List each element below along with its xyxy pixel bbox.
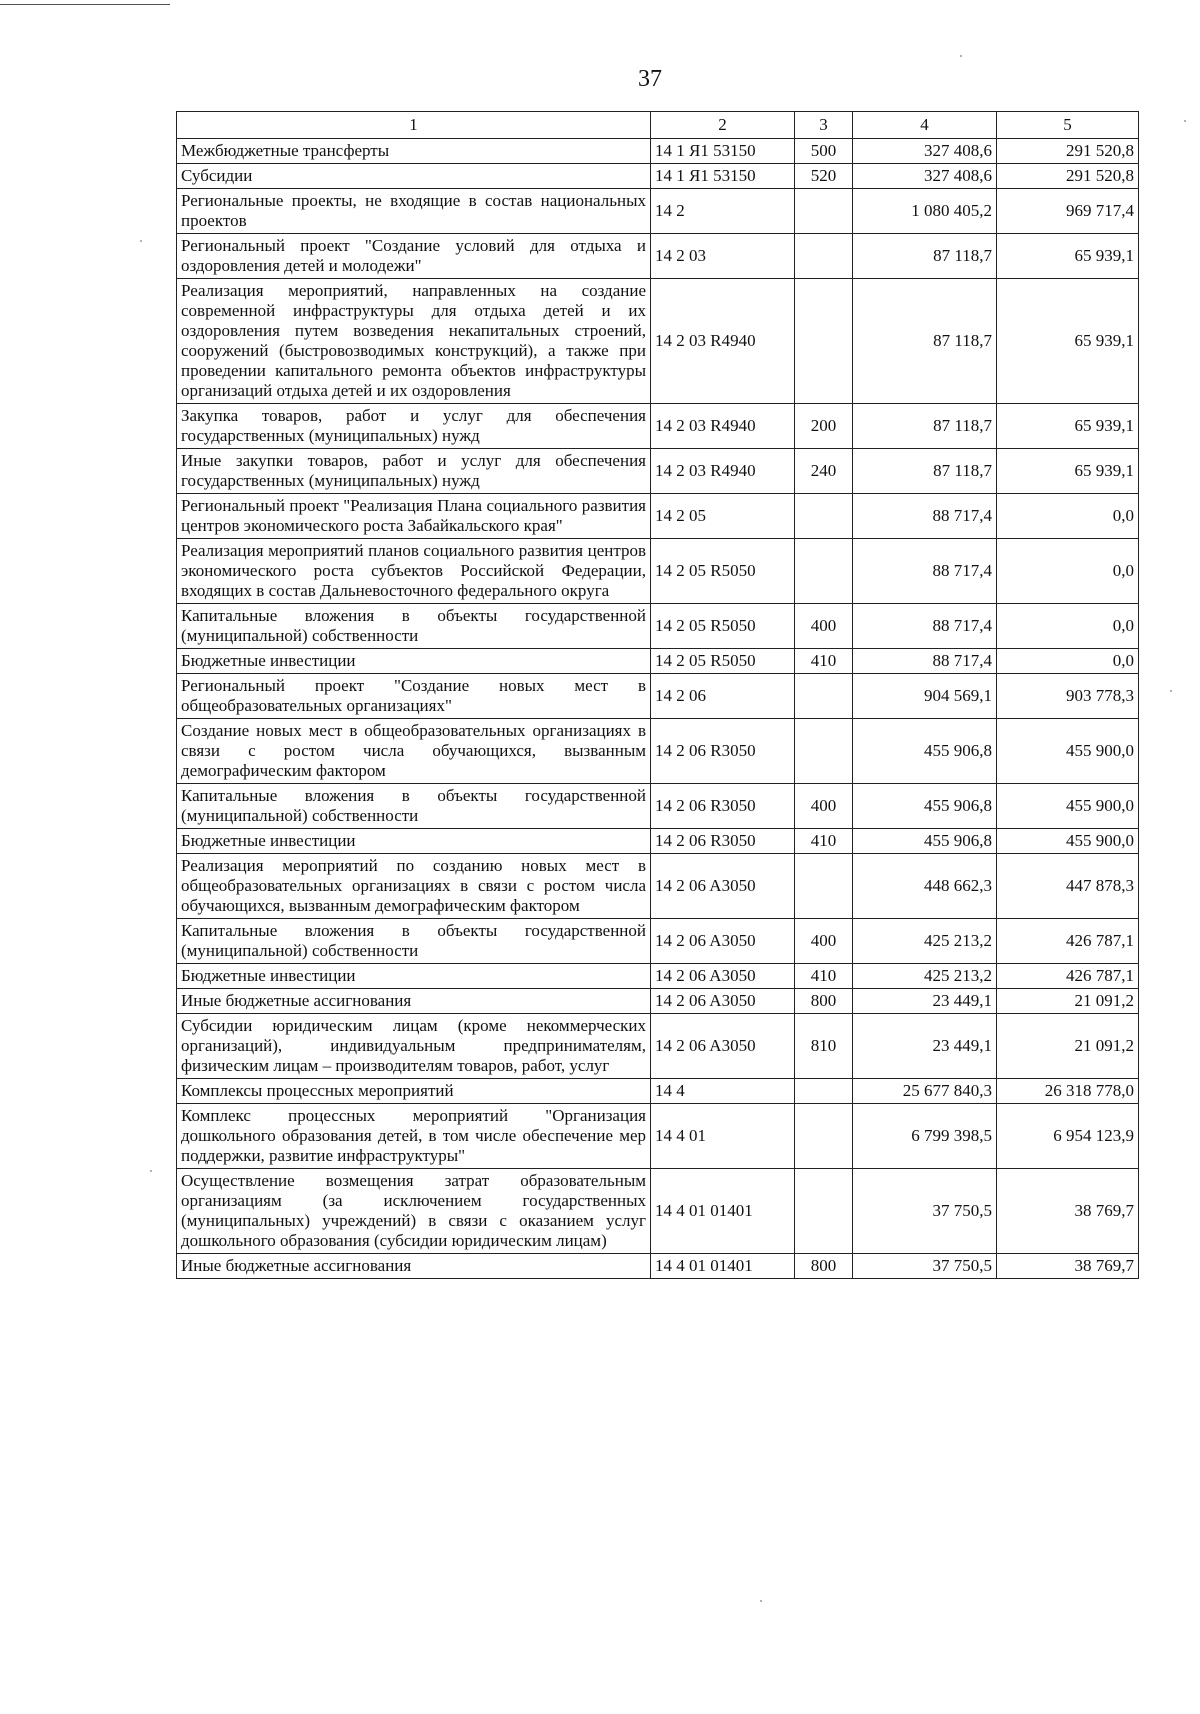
row-value-col4: 455 906,8 <box>853 784 997 829</box>
row-type <box>795 1079 853 1104</box>
row-code: 14 2 06 A3050 <box>651 919 795 964</box>
table-row <box>177 649 1139 674</box>
table-row <box>177 919 1139 964</box>
row-value-col4: 904 569,1 <box>853 674 997 719</box>
row-value-col5: 969 717,4 <box>997 189 1139 234</box>
header-col-2: 2 <box>651 112 795 139</box>
row-name: Иные бюджетные ассигнования <box>177 989 651 1014</box>
table-row <box>177 964 1139 989</box>
row-value-col5: 0,0 <box>997 494 1139 539</box>
header-col-3: 3 <box>795 112 853 139</box>
row-code: 14 2 05 R5050 <box>651 604 795 649</box>
row-value-col5: 291 520,8 <box>997 139 1139 164</box>
row-value-col5: 26 318 778,0 <box>997 1079 1139 1104</box>
row-value-col5: 38 769,7 <box>997 1254 1139 1279</box>
row-code: 14 2 06 A3050 <box>651 854 795 919</box>
row-type: 810 <box>795 1014 853 1079</box>
row-code: 14 2 06 A3050 <box>651 989 795 1014</box>
row-type: 800 <box>795 1254 853 1279</box>
row-code: 14 4 01 <box>651 1104 795 1169</box>
row-code: 14 1 Я1 53150 <box>651 139 795 164</box>
row-type <box>795 234 853 279</box>
row-value-col4: 87 118,7 <box>853 279 997 404</box>
row-name: Иные бюджетные ассигнования <box>177 1254 651 1279</box>
table-row <box>177 1254 1139 1279</box>
row-name: Региональный проект "Создание новых мест в общеобразовательных организациях" <box>177 674 651 719</box>
row-code: 14 2 06 R3050 <box>651 784 795 829</box>
row-value-col4: 1 080 405,2 <box>853 189 997 234</box>
row-name: Капитальные вложения в объекты государственной (муниципальной) собственности <box>177 784 651 829</box>
row-value-col5: 21 091,2 <box>997 989 1139 1014</box>
table-row <box>177 1014 1139 1079</box>
row-value-col4: 88 717,4 <box>853 604 997 649</box>
row-value-col5: 65 939,1 <box>997 234 1139 279</box>
row-name: Реализация мероприятий по созданию новых мест в общеобразовательных организациях в связи с ростом числа обучающихся, вызванным демографическим фактором <box>177 854 651 919</box>
row-type <box>795 539 853 604</box>
row-value-col4: 448 662,3 <box>853 854 997 919</box>
row-type: 240 <box>795 449 853 494</box>
table-row <box>177 1169 1139 1254</box>
row-name: Иные закупки товаров, работ и услуг для обеспечения государственных (муниципальных) нужд <box>177 449 651 494</box>
row-name: Субсидии юридическим лицам (кроме некоммерческих организаций), индивидуальным предпринимателям, физическим лицам – производителям товаров, работ, услуг <box>177 1014 651 1079</box>
row-value-col5: 38 769,7 <box>997 1169 1139 1254</box>
table-row <box>177 1104 1139 1169</box>
scan-speck <box>1184 120 1186 122</box>
scan-speck <box>1170 690 1172 692</box>
row-name: Капитальные вложения в объекты государственной (муниципальной) собственности <box>177 604 651 649</box>
row-value-col4: 23 449,1 <box>853 1014 997 1079</box>
row-name: Субсидии <box>177 164 651 189</box>
row-value-col5: 903 778,3 <box>997 674 1139 719</box>
row-type <box>795 719 853 784</box>
row-name: Реализация мероприятий, направленных на создание современной инфраструктуры для отдыха детей и их оздоровления путем возведения некапитальных строений, сооружений (быстровозводимых конструкций), а также при проведении капитального ремонта объектов инфраструктуры организаций отдыха детей и их оздоровления <box>177 279 651 404</box>
row-code: 14 2 03 R4940 <box>651 404 795 449</box>
row-name: Комплексы процессных мероприятий <box>177 1079 651 1104</box>
row-code: 14 2 06 R3050 <box>651 719 795 784</box>
table-row <box>177 854 1139 919</box>
row-name: Реализация мероприятий планов социального развития центров экономического роста субъектов Российской Федерации, входящих в состав Дальневосточного федерального округа <box>177 539 651 604</box>
row-name: Бюджетные инвестиции <box>177 649 651 674</box>
row-value-col4: 425 213,2 <box>853 919 997 964</box>
row-value-col4: 88 717,4 <box>853 649 997 674</box>
row-value-col4: 455 906,8 <box>853 829 997 854</box>
row-value-col5: 0,0 <box>997 539 1139 604</box>
row-type <box>795 279 853 404</box>
row-value-col5: 426 787,1 <box>997 919 1139 964</box>
table-row <box>177 989 1139 1014</box>
row-code: 14 2 06 R3050 <box>651 829 795 854</box>
row-type <box>795 674 853 719</box>
row-name: Капитальные вложения в объекты государственной (муниципальной) собственности <box>177 919 651 964</box>
row-type <box>795 494 853 539</box>
row-code: 14 2 03 R4940 <box>651 279 795 404</box>
row-type: 520 <box>795 164 853 189</box>
row-code: 14 4 01 01401 <box>651 1254 795 1279</box>
row-name: Межбюджетные трансферты <box>177 139 651 164</box>
row-value-col5: 0,0 <box>997 604 1139 649</box>
row-type: 500 <box>795 139 853 164</box>
row-value-col5: 455 900,0 <box>997 719 1139 784</box>
table-header-row <box>177 112 1139 139</box>
row-value-col4: 6 799 398,5 <box>853 1104 997 1169</box>
scan-speck <box>140 240 142 242</box>
row-name: Региональный проект "Создание условий для отдыха и оздоровления детей и молодежи" <box>177 234 651 279</box>
row-value-col4: 87 118,7 <box>853 449 997 494</box>
row-type <box>795 189 853 234</box>
row-code: 14 4 <box>651 1079 795 1104</box>
row-name: Региональный проект "Реализация Плана социального развития центров экономического роста Забайкальского края" <box>177 494 651 539</box>
row-type: 400 <box>795 604 853 649</box>
row-code: 14 2 05 R5050 <box>651 649 795 674</box>
row-value-col5: 65 939,1 <box>997 404 1139 449</box>
row-value-col5: 65 939,1 <box>997 449 1139 494</box>
budget-table <box>176 111 1139 1279</box>
row-name: Бюджетные инвестиции <box>177 964 651 989</box>
row-code: 14 2 06 <box>651 674 795 719</box>
row-value-col5: 65 939,1 <box>997 279 1139 404</box>
table-row <box>177 539 1139 604</box>
table-row <box>177 234 1139 279</box>
header-col-4: 4 <box>853 112 997 139</box>
table-row <box>177 1079 1139 1104</box>
row-name: Комплекс процессных мероприятий "Организация дошкольного образования детей, в том числе обеспечение мер поддержки, развитие инфраструктуры" <box>177 1104 651 1169</box>
row-name: Региональные проекты, не входящие в состав национальных проектов <box>177 189 651 234</box>
row-value-col4: 87 118,7 <box>853 404 997 449</box>
header-col-1: 1 <box>177 112 651 139</box>
table-row <box>177 404 1139 449</box>
row-value-col5: 0,0 <box>997 649 1139 674</box>
row-name: Осуществление возмещения затрат образовательным организациям (за исключением государственных (муниципальных) учреждений) в связи с оказанием услуг дошкольного образования (субсидии юридическим лицам) <box>177 1169 651 1254</box>
row-value-col4: 88 717,4 <box>853 494 997 539</box>
row-code: 14 1 Я1 53150 <box>651 164 795 189</box>
row-value-col4: 25 677 840,3 <box>853 1079 997 1104</box>
row-value-col4: 23 449,1 <box>853 989 997 1014</box>
row-value-col4: 37 750,5 <box>853 1169 997 1254</box>
row-value-col4: 455 906,8 <box>853 719 997 784</box>
scan-speck <box>150 1170 152 1172</box>
row-code: 14 2 06 A3050 <box>651 1014 795 1079</box>
table-row <box>177 784 1139 829</box>
row-value-col5: 455 900,0 <box>997 829 1139 854</box>
row-value-col4: 37 750,5 <box>853 1254 997 1279</box>
row-code: 14 2 05 <box>651 494 795 539</box>
row-code: 14 2 06 A3050 <box>651 964 795 989</box>
row-name: Создание новых мест в общеобразовательных организациях в связи с ростом числа обучающихся, вызванным демографическим фактором <box>177 719 651 784</box>
row-value-col5: 455 900,0 <box>997 784 1139 829</box>
row-type: 410 <box>795 964 853 989</box>
row-value-col4: 88 717,4 <box>853 539 997 604</box>
row-value-col5: 426 787,1 <box>997 964 1139 989</box>
scan-edge-line <box>0 4 170 5</box>
header-col-5: 5 <box>997 112 1139 139</box>
row-value-col4: 327 408,6 <box>853 164 997 189</box>
scan-speck <box>760 1600 762 1602</box>
row-type <box>795 854 853 919</box>
row-type: 400 <box>795 919 853 964</box>
table-row <box>177 449 1139 494</box>
row-type <box>795 1169 853 1254</box>
table-row <box>177 494 1139 539</box>
row-name: Бюджетные инвестиции <box>177 829 651 854</box>
table-row <box>177 279 1139 404</box>
row-code: 14 2 05 R5050 <box>651 539 795 604</box>
row-type: 410 <box>795 649 853 674</box>
row-value-col5: 6 954 123,9 <box>997 1104 1139 1169</box>
row-value-col5: 21 091,2 <box>997 1014 1139 1079</box>
row-value-col5: 291 520,8 <box>997 164 1139 189</box>
row-type: 800 <box>795 989 853 1014</box>
page-number: 37 <box>638 66 662 92</box>
row-name: Закупка товаров, работ и услуг для обеспечения государственных (муниципальных) нужд <box>177 404 651 449</box>
table-row <box>177 164 1139 189</box>
row-type: 400 <box>795 784 853 829</box>
row-type: 410 <box>795 829 853 854</box>
row-code: 14 4 01 01401 <box>651 1169 795 1254</box>
row-code: 14 2 03 <box>651 234 795 279</box>
table-row <box>177 674 1139 719</box>
scan-speck <box>960 55 962 57</box>
table-row <box>177 604 1139 649</box>
row-code: 14 2 03 R4940 <box>651 449 795 494</box>
table-row <box>177 719 1139 784</box>
row-value-col5: 447 878,3 <box>997 854 1139 919</box>
row-value-col4: 425 213,2 <box>853 964 997 989</box>
row-code: 14 2 <box>651 189 795 234</box>
row-type: 200 <box>795 404 853 449</box>
row-value-col4: 87 118,7 <box>853 234 997 279</box>
row-type <box>795 1104 853 1169</box>
table-row <box>177 829 1139 854</box>
table-row <box>177 189 1139 234</box>
table-row <box>177 139 1139 164</box>
row-value-col4: 327 408,6 <box>853 139 997 164</box>
